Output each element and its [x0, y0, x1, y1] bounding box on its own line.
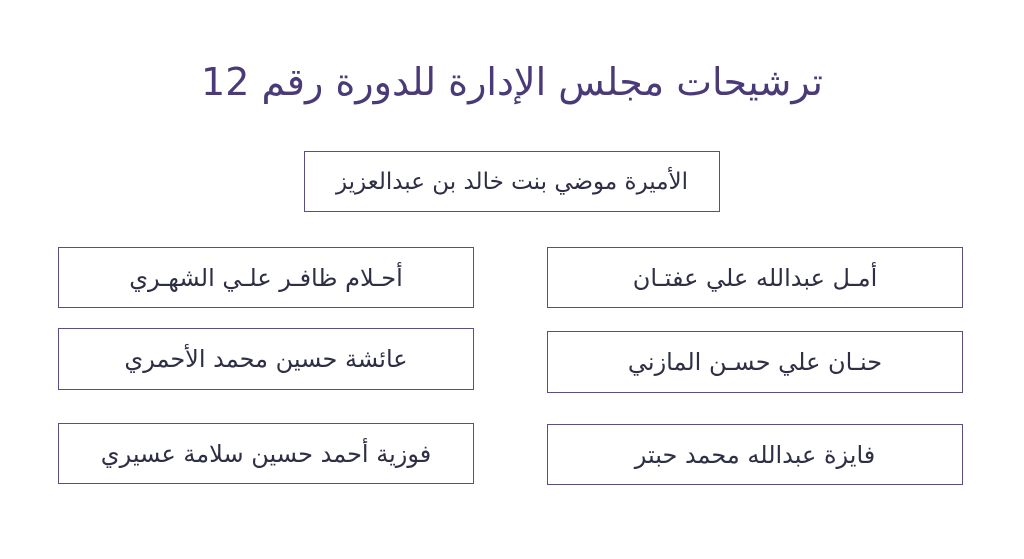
nominee-box-left-2: [58, 328, 474, 390]
nominee-name: عائشة حسين محمد الأحمري: [124, 345, 408, 373]
nominee-box-left-1: [58, 247, 474, 308]
nominee-box-right-3: [547, 424, 963, 485]
nominee-box-right-1: [547, 247, 963, 308]
nominee-name: فايزة عبدالله محمد حبتر: [634, 440, 876, 469]
nominee-box-top: [304, 151, 720, 212]
nominee-box-left-3: [58, 423, 474, 484]
nominee-box-right-2: [547, 331, 963, 393]
nominee-name: الأميرة موضي بنت خالد بن عبدالعزيز: [335, 168, 689, 195]
nominee-name: فوزية أحمد حسين سلامة عسيري: [100, 439, 432, 468]
nominee-name: حنـان علي حسـن المازني: [627, 348, 883, 376]
page-title: ترشيحات مجلس الإدارة للدورة رقم 12: [201, 60, 823, 104]
nominee-name: أمـل عبدالله علي عفتـان: [632, 263, 878, 292]
nominee-name: أحـلام ظافـر علـي الشهـري: [129, 263, 403, 292]
